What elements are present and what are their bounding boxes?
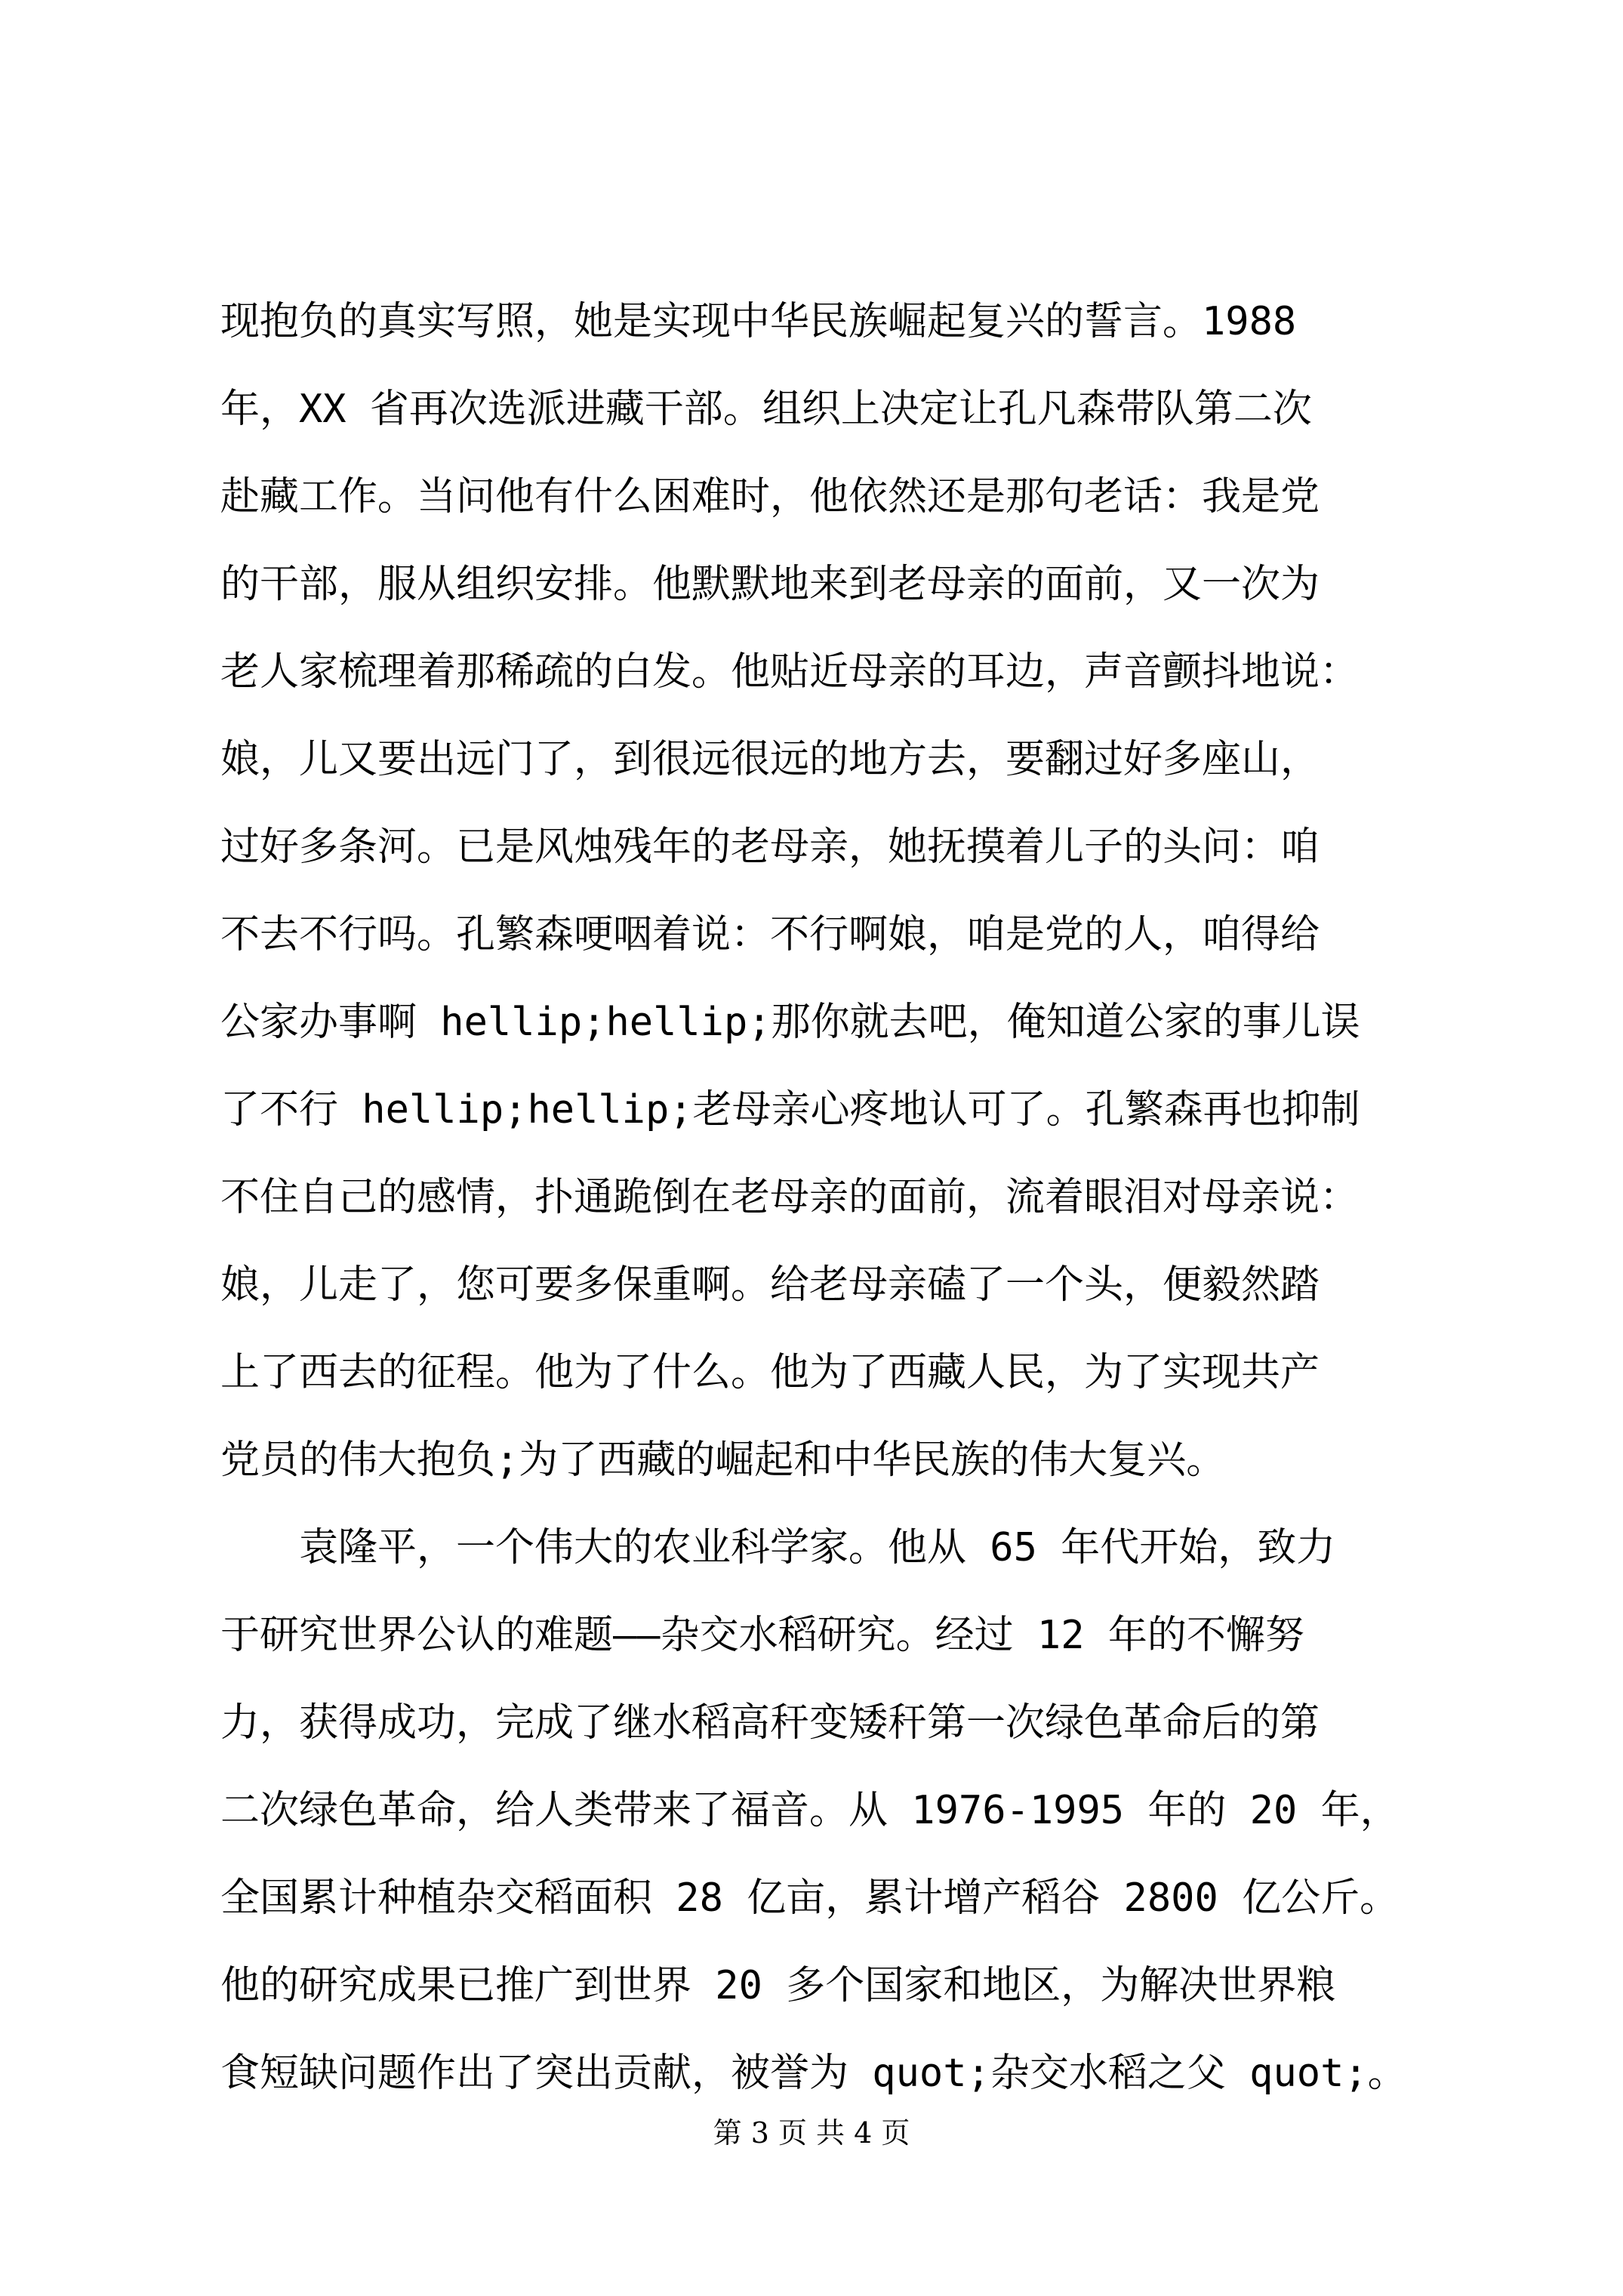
text-line: 老人家梳理着那稀疏的白发。他贴近母亲的耳边，声音颤抖地说：	[220, 649, 1360, 695]
text-line: 赴藏工作。当问他有什么困难时，他依然还是那句老话：我是党	[220, 474, 1320, 519]
paragraph-1	[220, 278, 1421, 1504]
text-line: 党员的伟大抱负;为了西藏的崛起和中华民族的伟大复兴。	[220, 1438, 1226, 1483]
text-line: 过好多条河。已是风烛残年的老母亲，她抚摸着儿子的头问：咱	[220, 824, 1320, 870]
text-line: 娘，儿又要出远门了，到很远很远的地方去，要翻过好多座山，	[220, 737, 1320, 782]
paragraph-2	[220, 1504, 1421, 2117]
text-line: 年，XX 省再次选派进藏干部。组织上决定让孔凡森带队第二次	[220, 387, 1312, 432]
text-line: 于研究世界公认的难题——杂交水稻研究。经过 12 年的不懈努	[220, 1613, 1304, 1658]
text-line: 力，获得成功，完成了继水稻高秆变矮秆第一次绿色革命后的第	[220, 1700, 1320, 1746]
page-footer: 第 3 页 共 4 页	[713, 2116, 910, 2150]
text-line: 不去不行吗。孔繁森哽咽着说：不行啊娘，咱是党的人，咱得给	[220, 912, 1320, 957]
text-line: 娘，儿走了，您可要多保重啊。给老母亲磕了一个头，便毅然踏	[220, 1262, 1320, 1308]
text-line: 食短缺问题作出了突出贡献，被誉为 quot;杂交水稻之父 quot;。	[220, 2051, 1407, 2096]
text-line: 公家办事啊 hellip;hellip;那你就去吧，俺知道公家的事儿误	[220, 1000, 1360, 1045]
text-line: 了不行 hellip;hellip;老母亲心疼地认可了。孔繁森再也抑制	[220, 1087, 1360, 1133]
text-line: 他的研究成果已推广到世界 20 多个国家和地区，为解决世界粮	[220, 1963, 1336, 2008]
text-line: 不住自己的感情，扑通跪倒在老母亲的面前，流着眼泪对母亲说：	[220, 1175, 1360, 1220]
text-line: 袁隆平，一个伟大的农业科学家。他从 65 年代开始，致力	[299, 1525, 1336, 1570]
document-body	[220, 278, 1421, 2117]
text-line: 二次绿色革命，给人类带来了福音。从 1976-1995 年的 20 年，	[220, 1788, 1400, 1833]
text-line: 的干部，服从组织安排。他默默地来到老母亲的面前，又一次为	[220, 562, 1320, 607]
text-line: 上了西去的征程。他为了什么。他为了西藏人民，为了实现共产	[220, 1350, 1320, 1395]
text-line: 现抱负的真实写照，她是实现中华民族崛起复兴的誓言。1988	[220, 299, 1297, 344]
text-line: 全国累计种植杂交稻面积 28 亿亩，累计增产稻谷 2800 亿公斤。	[220, 1875, 1400, 1921]
